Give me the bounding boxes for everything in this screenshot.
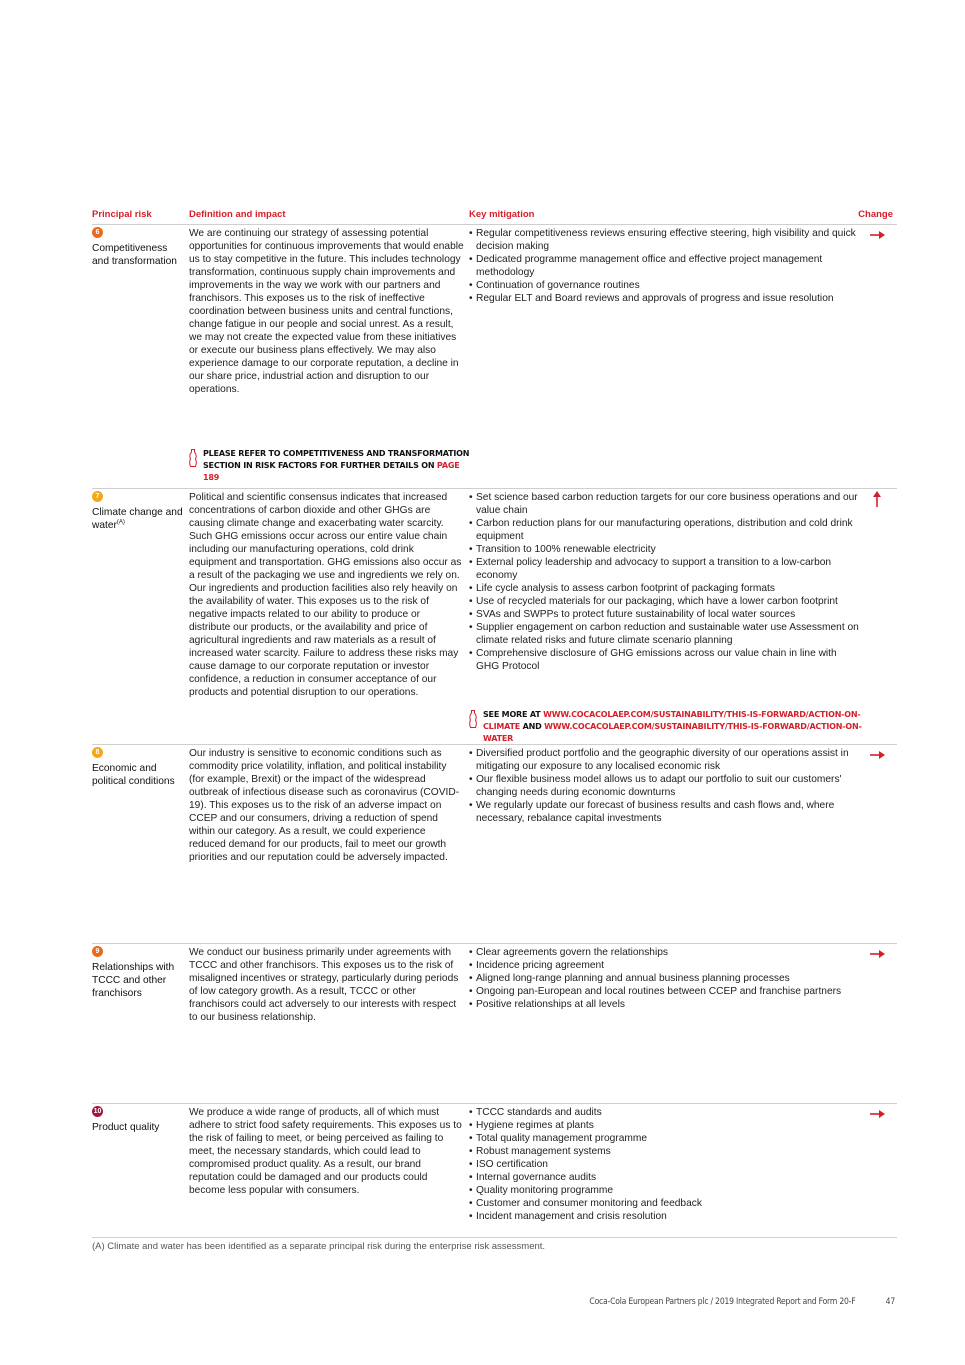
arrow-up-icon [867, 491, 887, 507]
risk-name: Economic and political conditions [92, 763, 175, 787]
list-item: • Quality monitoring programme [469, 1184, 859, 1197]
reference-text: PLEASE REFER TO COMPETITIVENESS AND TRANSFORMATION SECTION IN RISK FACTORS FOR FURTHER DETAILS ON [203, 449, 470, 470]
table-header [92, 209, 897, 223]
page-number: 47 [885, 1297, 895, 1307]
risk-name: Relationships with TCCC and other franchisors [92, 962, 175, 999]
list-item: • Aligned long-range planning and annual business planning processes [469, 972, 859, 985]
change-indicator [867, 227, 887, 241]
risk-title [92, 491, 184, 532]
list-item: • Life cycle analysis to assess carbon footprint of packaging formats [469, 582, 859, 595]
list-item: • ISO certification [469, 1158, 859, 1171]
list-item: • Positive relationships at all levels [469, 998, 859, 1011]
risk-definition: We produce a wide range of products, all of which must adhere to strict food safety requirements. This exposes us to the risk of failing to meet, or being perceived as failing to meet, the necessary standards, which could lead to compromised product quality. As a result, our brand reputation could be damaged and our products could become less popular with consumers. [189, 1107, 462, 1196]
header-principal-risk: Principal risk [92, 209, 152, 220]
list-item: • Comprehensive disclosure of GHG emissions across our value chain in line with GHG Protocol [469, 647, 859, 673]
list-item: • Use of recycled materials for our packaging, which have a lower carbon footprint [469, 595, 859, 608]
arrow-right-icon [867, 1106, 887, 1120]
and-label: AND [522, 722, 542, 731]
list-item: • Customer and consumer monitoring and feedback [469, 1197, 859, 1210]
mitigation-list [469, 747, 859, 825]
change-indicator [867, 1106, 887, 1120]
list-item: • Hygiene regimes at plants [469, 1119, 859, 1132]
list-item: • Clear agreements govern the relationships [469, 946, 859, 959]
list-item: • Ongoing pan-European and local routines between CCEP and franchise partners [469, 985, 859, 998]
reference-page-link[interactable]: PAGE 189 [203, 461, 460, 482]
change-indicator [867, 747, 887, 761]
footnote-marker: (A) [116, 519, 125, 526]
report-title: Coca-Cola European Partners plc / 2019 Integrated Report and Form 20-F [589, 1297, 856, 1307]
list-item: • Incident management and crisis resolution [469, 1210, 859, 1223]
header-key-mitigation: Key mitigation [469, 209, 535, 220]
arrow-right-icon [867, 227, 887, 241]
header-definition: Definition and impact [189, 209, 286, 220]
risk-title [92, 1106, 184, 1134]
risk-name: Product quality [92, 1122, 160, 1133]
list-item: • External policy leadership and advocacy to support a transition to a low-carbon economy [469, 556, 859, 582]
risk-row-product-quality [92, 1103, 897, 1236]
list-item: • TCCC standards and audits [469, 1106, 859, 1119]
risk-number-badge: 9 [92, 946, 103, 957]
risk-number-badge: 6 [92, 227, 103, 238]
risk-number-badge: 8 [92, 747, 103, 758]
list-item: • Diversified product portfolio and the geographic diversity of our operations assist in mitigating our exposure to any localised economic risk [469, 747, 859, 773]
list-item: • Total quality management programme [469, 1132, 859, 1145]
footnote: (A) Climate and water has been identified as a separate principal risk during the enterprise risk assessment. [92, 1237, 897, 1252]
bottle-icon [469, 710, 477, 728]
change-indicator [867, 491, 887, 505]
list-item: • Supplier engagement on carbon reduction and sustainable water use Assessment on climate related risks and future climate scenario planning [469, 621, 859, 647]
list-item: • Continuation of governance routines [469, 279, 859, 292]
list-item: • Dedicated programme management office and effective project management methodology [469, 253, 859, 279]
header-change: Change [858, 209, 893, 220]
risk-name-text: Climate change and water [92, 507, 183, 531]
change-indicator [867, 946, 887, 960]
risk-title [92, 227, 184, 268]
list-item: • Transition to 100% renewable electricity [469, 543, 859, 556]
list-item: • Regular competitiveness reviews ensuring effective steering, high visibility and quick decision making [469, 227, 859, 253]
risk-number-badge: 10 [93, 1108, 102, 1115]
arrow-right-icon [867, 747, 887, 761]
see-more-links [483, 709, 883, 745]
mitigation-list [469, 946, 859, 1011]
list-item: • Carbon reduction plans for our manufacturing operations, distribution and cold drink equipment [469, 517, 859, 543]
page-footer [589, 1297, 895, 1307]
risk-row-economic [92, 744, 897, 941]
page-reference [203, 448, 471, 484]
mitigation-list [469, 491, 859, 673]
list-item: • Incidence pricing agreement [469, 959, 859, 972]
climate-link[interactable]: WWW.COCACOLAEP.COM/SUSTAINABILITY/THIS-IS-FORWARD/ACTION-ON-CLIMATE [483, 710, 861, 731]
bottle-icon [189, 449, 197, 467]
see-more-label: SEE MORE AT [483, 710, 541, 719]
mitigation-list [469, 1106, 859, 1223]
list-item: • Set science based carbon reduction targets for our core business operations and our value chain [469, 491, 859, 517]
risk-title [92, 747, 184, 788]
arrow-right-icon [867, 946, 887, 960]
risk-definition: We are continuing our strategy of assessing potential opportunities for continuous improvements that would enable us to stay competitive in the future. This includes technology transformation, continuous supply chain improvements and improvements in the way we work with our partners and franchisors. This exposes us to the risk of ineffective coordination between business units and central functions, change fatigue in our people and social unrest. As a result, we may not create the expected value from these initiatives or execute our business plans effectively. We may also experience damage to our corporate reputation, a decline in our share price, industrial action and disruption to our operations. [189, 228, 464, 395]
list-item: • SVAs and SWPPs to protect future sustainability of local water sources [469, 608, 859, 621]
risk-title [92, 946, 184, 1000]
list-item: • Internal governance audits [469, 1171, 859, 1184]
risk-row-competitiveness [92, 224, 897, 487]
risk-row-relationships [92, 943, 897, 1102]
list-item: • Robust management systems [469, 1145, 859, 1158]
mitigation-list [469, 227, 859, 305]
risk-row-climate [92, 488, 897, 743]
risk-definition: Our industry is sensitive to economic conditions such as commodity price volatility, inflation, and political instability (for example, Brexit) or the impact of the widespread outbreak of infectious disease such as coronavirus (COVID-19). This exposes us to the risk of an adverse impact on CCEP and our consumers, driving a reduction of spend within our category. As a result, we could experience reduced demand for our products, fail to meet our growth priorities and our reputation could be adversely impacted. [189, 748, 460, 863]
list-item: • We regularly update our forecast of business results and cash flows and, where necessary, rebalance capital investments [469, 799, 859, 825]
risk-definition: Political and scientific consensus indicates that increased concentrations of carbon dioxide and other GHGs are causing climate change and exacerbating water scarcity. Such GHG emissions occur across our entire value chain including our manufacturing operations, cold drink equipment and transportation. GHG emissions also occur as a result of the packaging we use and ingredients we rely on. Our ingredients and production facilities also rely heavily on the availability of water. This exposes us to the risk of negative impacts related to our ability to produce or distribute our products, or the availability and price of agricultural ingredients and raw materials as a result of increased water scarcity. Failure to address these risks may cause damage to our corporate reputation or investor confidence, a reduction in consumer acceptance of our products and potential disruption to our operations. [189, 492, 462, 698]
risk-name: Competitiveness and transformation [92, 243, 177, 267]
water-link[interactable]: WWW.COCACOLAEP.COM/SUSTAINABILITY/THIS-IS-FORWARD/ACTION-ON-WATER [483, 722, 862, 743]
risk-definition: We conduct our business primarily under agreements with TCCC and other franchisors. This exposes us to the risk of misaligned incentives or strategy, particularly during periods of low category growth. As a result, TCCC or other franchisors could act adversely to our interests with respect to our business relationship. [189, 947, 459, 1023]
list-item: • Our flexible business model allows us to adapt our portfolio to suit our customers' changing needs during economic downturns [469, 773, 859, 799]
list-item: • Regular ELT and Board reviews and approvals of progress and issue resolution [469, 292, 859, 305]
risk-name [92, 506, 184, 532]
risk-number-badge: 7 [92, 491, 103, 502]
